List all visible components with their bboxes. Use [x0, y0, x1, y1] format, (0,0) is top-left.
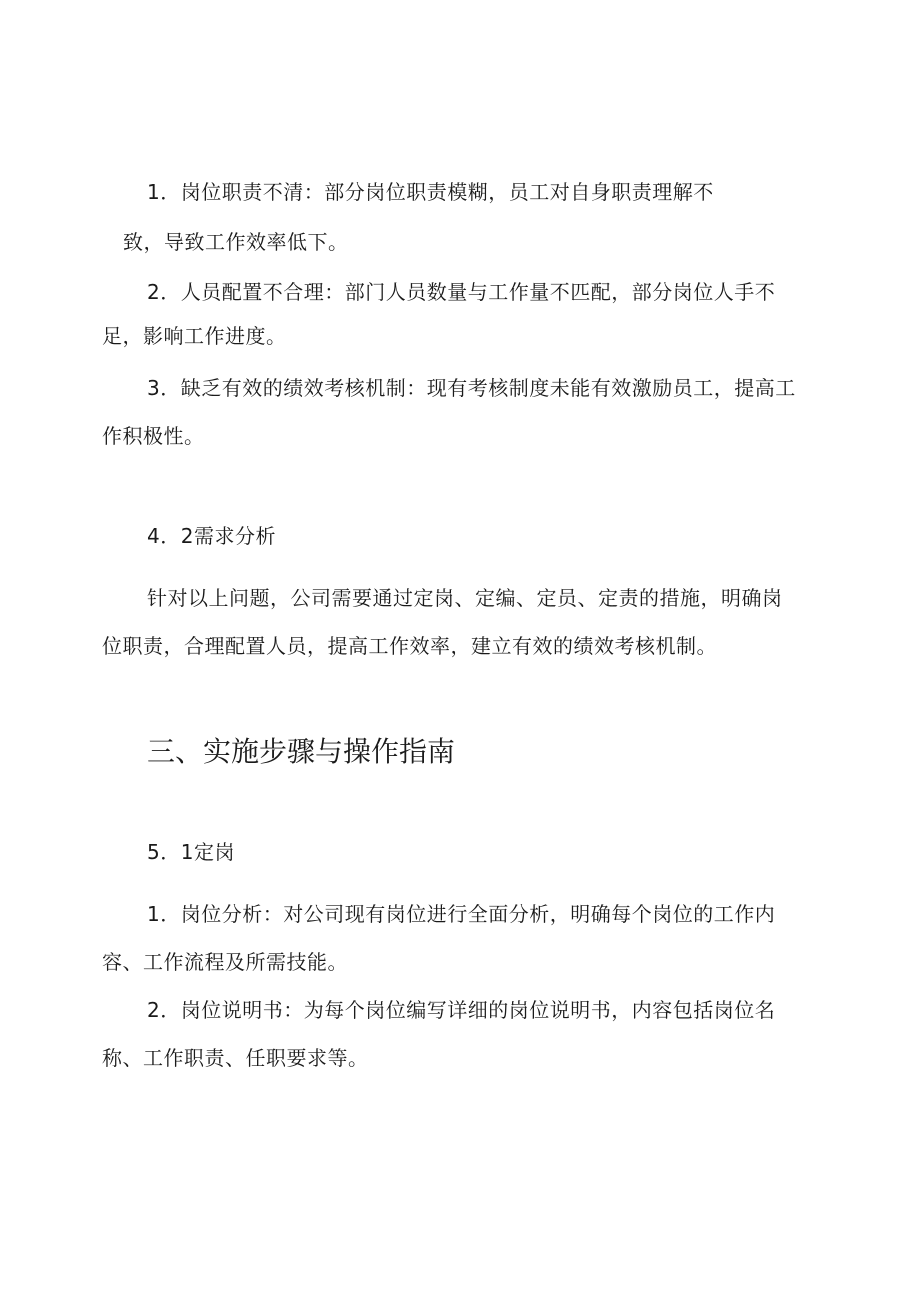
- section-5-1-item-1-line-2: 容、工作流程及所需技能。: [102, 950, 348, 974]
- problem-1-line-1: 1．岗位职责不清：部分岗位职责模糊，员工对自身职责理解不: [147, 180, 714, 204]
- section-4-2-para-line-2: 位职责，合理配置人员，提高工作效率，建立有效的绩效考核机制。: [102, 634, 717, 658]
- section-4-2-para-line-1: 针对以上问题，公司需要通过定岗、定编、定员、定责的措施，明确岗: [147, 586, 783, 610]
- problem-2-line-1: 2．人员配置不合理：部门人员数量与工作量不匹配，部分岗位人手不: [147, 280, 776, 304]
- section-5-1-item-1-line-1: 1．岗位分析：对公司现有岗位进行全面分析，明确每个岗位的工作内: [147, 902, 776, 926]
- problem-1-line-2: 致，导致工作效率低下。: [123, 230, 349, 254]
- problem-3-line-2: 作积极性。: [102, 424, 205, 448]
- section-5-1-item-2-line-1: 2．岗位说明书：为每个岗位编写详细的岗位说明书，内容包括岗位名: [147, 998, 776, 1022]
- section-5-1-item-2-line-2: 称、工作职责、任职要求等。: [102, 1046, 369, 1070]
- chapter-3-title: 三、实施步骤与操作指南: [147, 735, 456, 768]
- problem-2-line-2: 足，影响工作进度。: [102, 324, 287, 348]
- problem-3-line-1: 3．缺乏有效的绩效考核机制：现有考核制度未能有效激励员工，提高工: [147, 376, 796, 400]
- section-4-2-title: 4．2需求分析: [147, 524, 276, 548]
- section-5-1-title: 5．1定岗: [147, 840, 235, 864]
